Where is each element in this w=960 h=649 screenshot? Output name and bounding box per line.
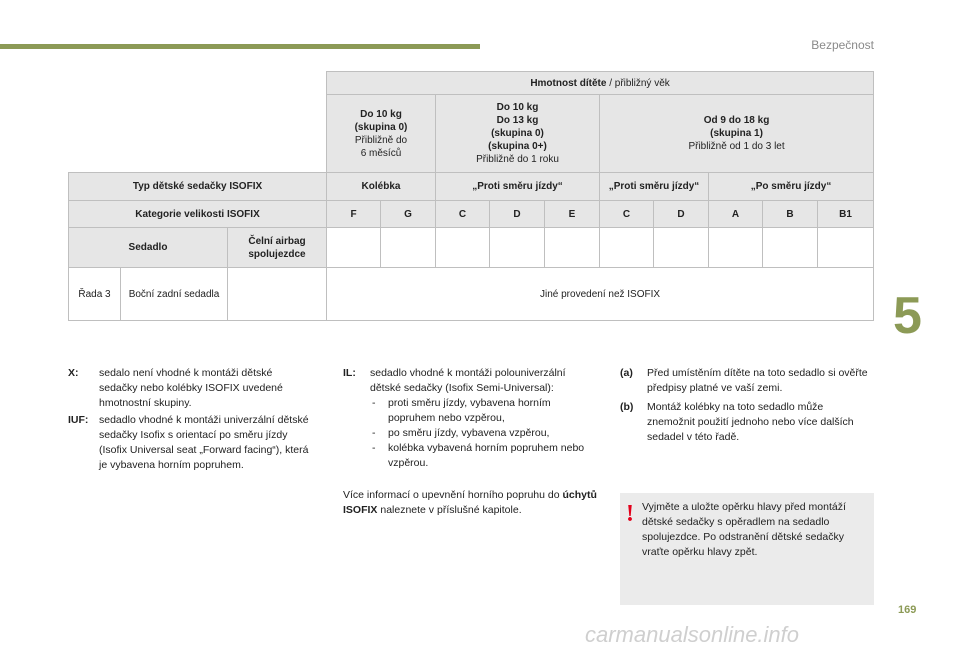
- type-rear-facing: „Proti směru jízdy“: [436, 173, 600, 201]
- legend-middle: [343, 366, 598, 518]
- note-b-text: Montáž kolébky na toto sedadlo může znemožnit použití jednoho nebo více dalších sedadel v této řadě.: [647, 401, 854, 443]
- size-cell: B1: [818, 201, 874, 228]
- size-cell: D: [490, 201, 545, 228]
- type-forward-facing: „Po směru jízdy“: [709, 173, 874, 201]
- legend-x-text: sedalo není vhodné k montáži dětské sedačky nebo kolébky ISOFIX uvedené hmotnostní skupiny.: [99, 367, 283, 409]
- legend-right: [620, 366, 874, 445]
- watermark: carmanualsonline.info: [585, 622, 800, 647]
- note-a-key: (a): [620, 367, 633, 379]
- legend-il-text: sedadlo vhodné k montáži polouniverzální dětské sedačky (Isofix Semi-Universal):: [370, 367, 566, 394]
- size-label: Kategorie velikosti ISOFIX: [69, 201, 327, 228]
- list-item: - po směru jízdy, vybavena vzpěrou,: [370, 426, 598, 441]
- legend-x-key: X:: [68, 367, 79, 379]
- row-label: Řada 3: [69, 268, 121, 321]
- row-value: Jiné provedení než ISOFIX: [327, 268, 874, 321]
- isofix-table: [68, 71, 874, 321]
- size-cell: D: [654, 201, 709, 228]
- note-a-text: Před umístěním dítěte na toto sedadlo si ověřte předpisy platné ve vaší zemi.: [647, 367, 868, 394]
- header-accent-bar: [0, 44, 480, 49]
- exclamation-icon: !: [626, 501, 634, 527]
- legend-left: [68, 366, 313, 473]
- legend-iuf-text: sedadlo vhodné k montáži univerzální dětské sedačky Isofix s orientací po směru jízdy (Isofix Universal seat „Forward facing“), která je vybavena horním popruhem.: [99, 414, 309, 471]
- seat-name: Boční zadní sedadla: [121, 268, 228, 321]
- airbag-label: Čelní airbag spolujezdce: [228, 228, 327, 268]
- legend-iuf-key: IUF:: [68, 414, 89, 426]
- size-cell: F: [327, 201, 381, 228]
- group-0: Do 10 kg (skupina 0) Přibližně do 6 měsíců: [327, 95, 436, 173]
- group-1: Od 9 do 18 kg (skupina 1) Přibližně od 1 do 3 let: [600, 95, 874, 173]
- group-0plus: Do 10 kg Do 13 kg (skupina 0) (skupina 0+) Přibližně do 1 roku: [436, 95, 600, 173]
- mass-header: Hmotnost dítěte / přibližný věk: [327, 72, 874, 95]
- chapter-number: 5: [893, 287, 922, 345]
- legend-il-key: IL:: [343, 367, 356, 379]
- size-cell: C: [436, 201, 490, 228]
- seat-label: Sedadlo: [69, 228, 228, 268]
- more-info: Více informací o upevnění horního popruhu do úchytů ISOFIX naleznete v příslušné kapitole.: [343, 489, 597, 516]
- list-item: - proti směru jízdy, vybavena horním popruhem nebo vzpěrou,: [370, 396, 598, 426]
- type-label: Typ dětské sedačky ISOFIX: [69, 173, 327, 201]
- legend-il-list: [370, 396, 598, 471]
- list-item: - kolébka vybavená horním popruhem nebo vzpěrou.: [370, 441, 598, 471]
- note-b-key: (b): [620, 401, 634, 413]
- warning-text: Vyjměte a uložte opěrku hlavy před montáží dětské sedačky s opěradlem na sedadlo spolujezdce. Po odstranění dětské sedačky vraťte opěrku hlavy zpět.: [642, 501, 846, 558]
- size-cell: G: [381, 201, 436, 228]
- page-number: 169: [898, 604, 917, 616]
- type-rear-facing-2: „Proti směru jízdy“: [600, 173, 709, 201]
- section-title: Bezpečnost: [811, 38, 874, 52]
- type-cot: Kolébka: [327, 173, 436, 201]
- size-cell: A: [709, 201, 763, 228]
- size-cell: B: [763, 201, 818, 228]
- size-cell: E: [545, 201, 600, 228]
- size-cell: C: [600, 201, 654, 228]
